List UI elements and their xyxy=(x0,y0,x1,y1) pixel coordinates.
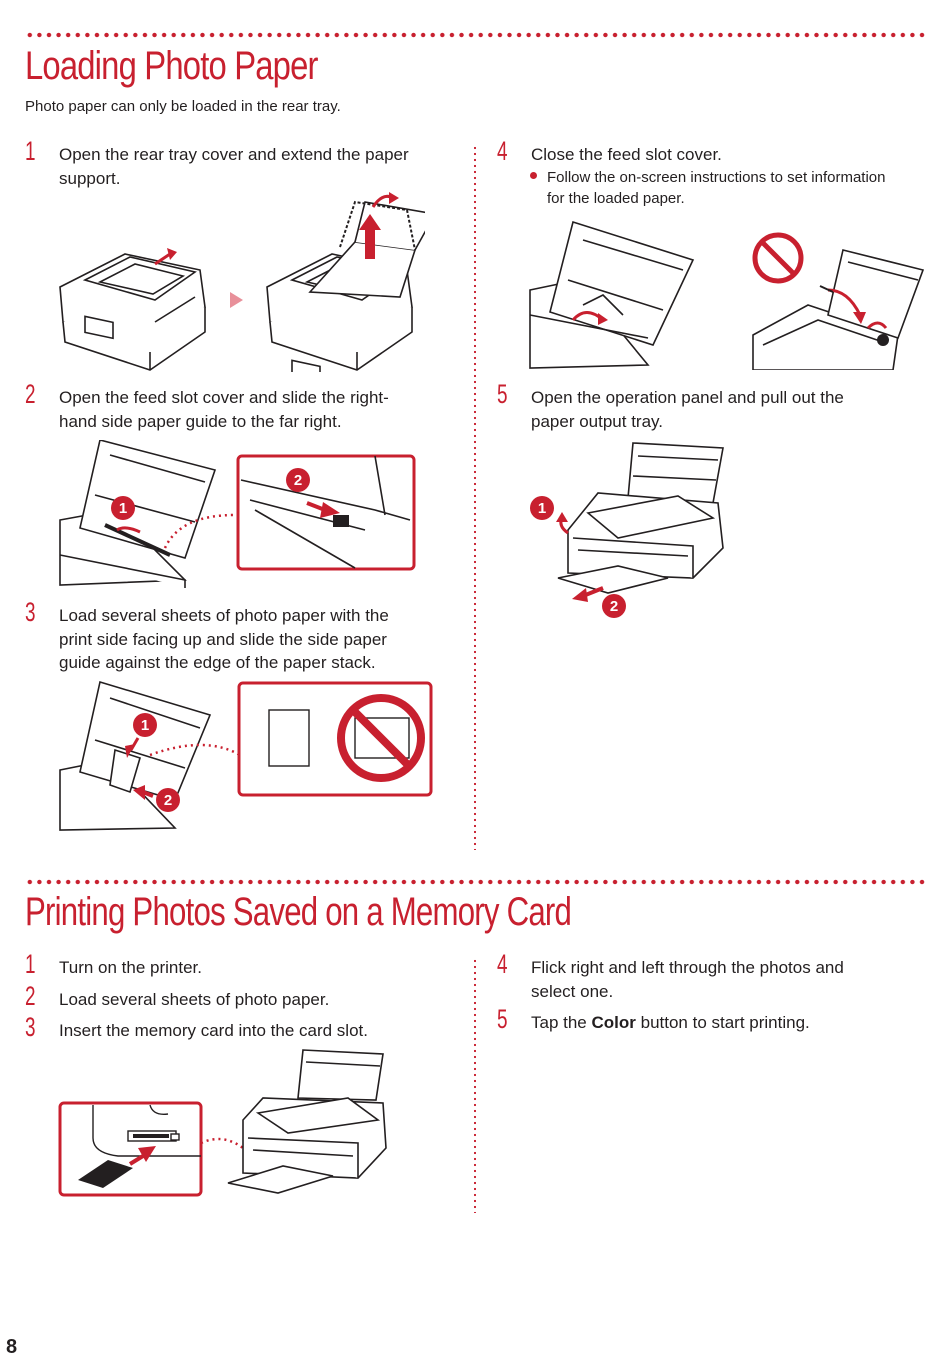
step-text-line: Flick right and left through the photos and xyxy=(531,958,844,977)
page-title: Loading Photo Paper xyxy=(25,44,318,88)
step-text-line: hand side paper guide to the far right. xyxy=(59,411,342,431)
step-text-line: support. xyxy=(59,168,121,188)
step-text-line: print side facing up and slide the side paper xyxy=(59,629,387,649)
step-text-line: select one. xyxy=(531,981,614,1001)
step-text-line: Close the feed slot cover. xyxy=(531,145,722,164)
step-number: 4 xyxy=(497,136,508,166)
step-text-line: Load several sheets of photo paper with the xyxy=(59,606,389,625)
page-number: 8 xyxy=(6,1336,18,1358)
figure-open-rear-tray xyxy=(55,192,425,372)
step-number: 2 xyxy=(25,379,36,409)
figure-output-tray xyxy=(528,438,728,623)
figure-close-feed-slot xyxy=(528,220,928,370)
step-number: 5 xyxy=(497,379,508,409)
step-text-post: button to start printing. xyxy=(635,1013,810,1032)
step-text-line: paper output tray. xyxy=(531,411,663,431)
figure-feed-slot xyxy=(55,440,425,590)
intro-text: Photo paper can only be loaded in the rear tray. xyxy=(25,98,341,115)
step-text-line: Open the operation panel and pull out the xyxy=(531,388,844,407)
figure-load-photo-paper xyxy=(55,680,435,835)
callout-one: 1 xyxy=(537,500,547,517)
step-number: 3 xyxy=(25,1012,36,1042)
note-line: for the loaded paper. xyxy=(547,190,685,207)
step-text: Load several sheets of photo paper. xyxy=(59,990,330,1009)
note-line: Follow the on-screen instructions to set information xyxy=(547,169,886,186)
step-number: 5 xyxy=(497,1004,508,1034)
callout-two: 2 xyxy=(293,472,303,489)
step-text-line: Open the rear tray cover and extend the paper xyxy=(59,145,409,164)
step-number: 3 xyxy=(25,597,36,627)
bullet-dot xyxy=(530,172,537,179)
callout-one: 1 xyxy=(118,500,128,517)
step-number: 1 xyxy=(25,949,36,979)
callout-one: 1 xyxy=(140,717,150,734)
step-text: Insert the memory card into the card slot. xyxy=(59,1021,368,1040)
section-divider-middle xyxy=(25,879,925,885)
step-number: 4 xyxy=(497,949,508,979)
section-title: Printing Photos Saved on a Memory Card xyxy=(25,890,572,934)
step-number: 2 xyxy=(25,981,36,1011)
step-text-pre: Tap the xyxy=(531,1013,592,1032)
callout-two: 2 xyxy=(609,598,619,615)
figure-insert-memory-card xyxy=(58,1048,393,1200)
step-text-line: Open the feed slot cover and slide the right- xyxy=(59,388,389,407)
step-text: Turn on the printer. xyxy=(59,958,203,977)
color-button-label: Color xyxy=(591,1013,636,1032)
step-text-line: guide against the edge of the paper stack. xyxy=(59,653,376,672)
step-number: 1 xyxy=(25,136,36,166)
column-divider xyxy=(474,145,476,850)
section-divider-top xyxy=(25,32,925,38)
column-divider xyxy=(474,958,476,1213)
callout-two: 2 xyxy=(163,792,173,809)
